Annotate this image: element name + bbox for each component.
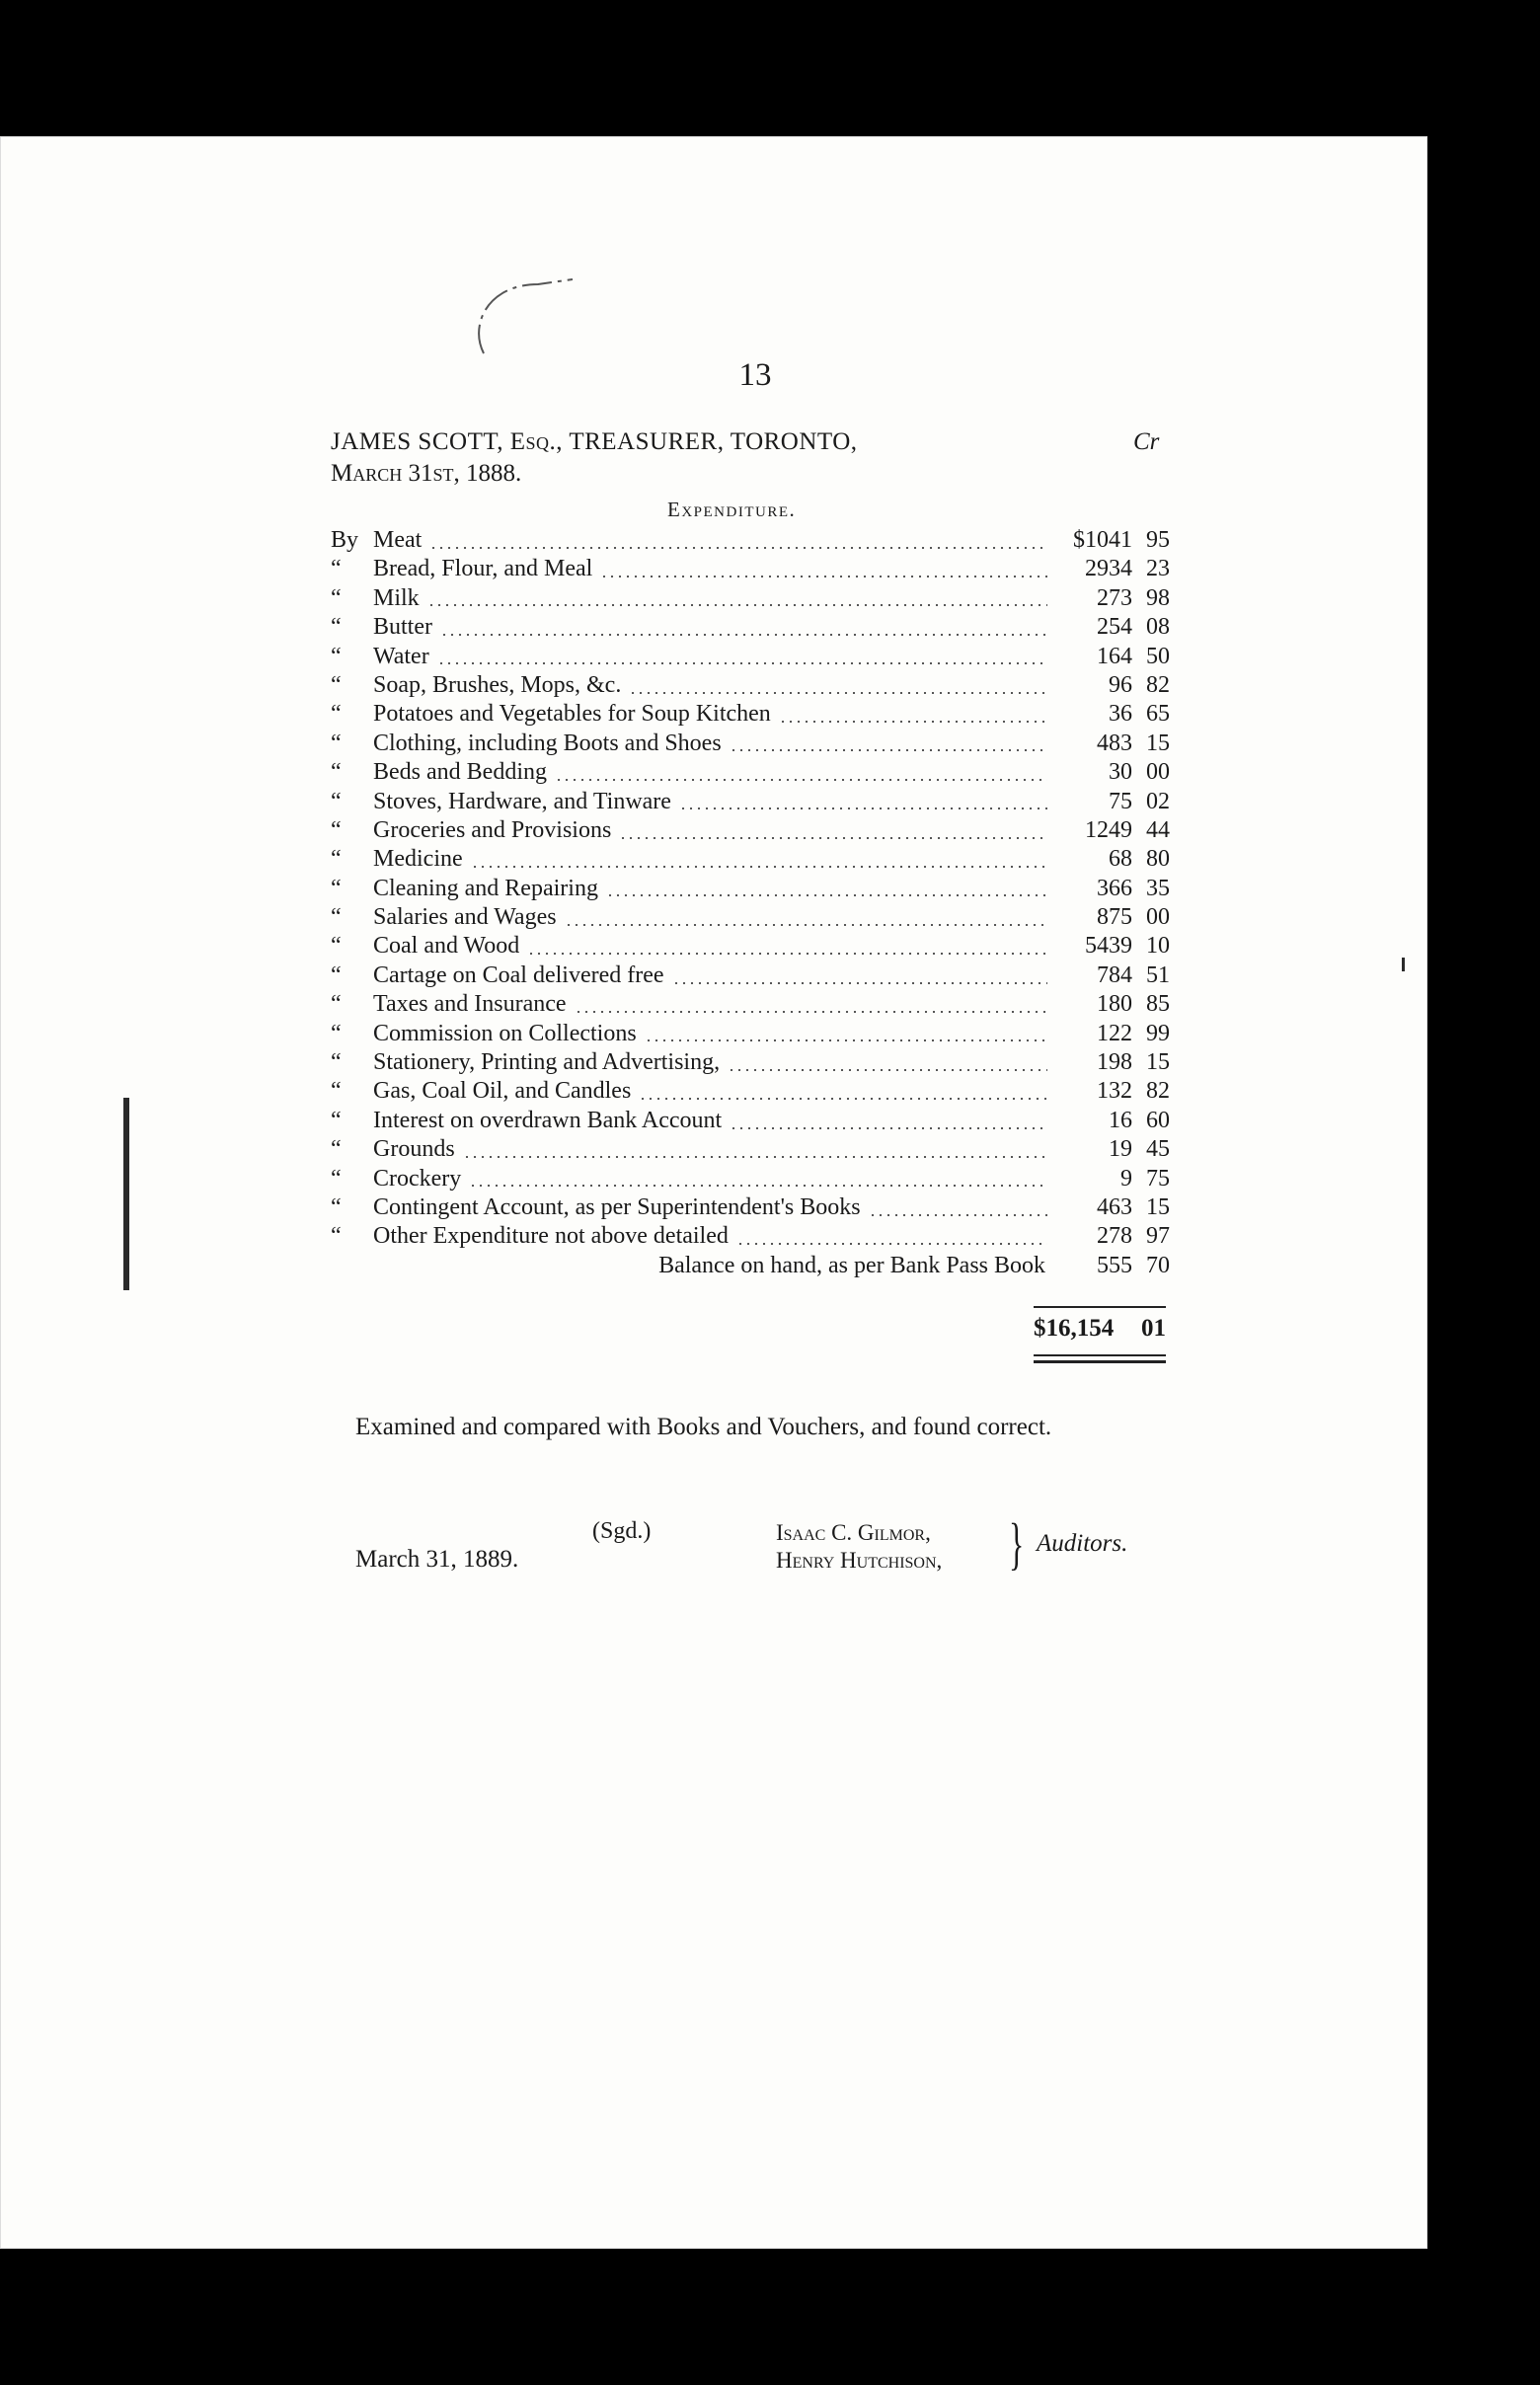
row-prefix: “ [331,730,342,756]
row-dollars: 19 [1109,1136,1132,1163]
row-label: Crockery [373,1165,462,1192]
ledger-row [331,556,1170,584]
row-label: Water [373,643,429,669]
ledger-row [331,1166,1170,1194]
row-label: Gas, Coal Oil, and Candles [373,1078,632,1105]
row-prefix: “ [331,614,342,641]
dot-leader [728,1069,1047,1071]
row-dollars: 164 [1097,643,1132,669]
row-cents: 15 [1146,1193,1170,1220]
row-prefix: “ [331,701,342,728]
ledger-row [331,1223,1170,1252]
dot-leader [672,982,1047,984]
row-label: Meat [373,527,423,553]
row-prefix: “ [331,671,342,698]
dot-leader [427,604,1047,606]
binding-mark [123,1098,129,1290]
row-cents: 15 [1146,1049,1170,1076]
row-dollars: 198 [1097,1049,1132,1076]
ledger-row [331,1136,1170,1165]
row-cents: 45 [1146,1136,1170,1163]
row-prefix: “ [331,1049,342,1076]
ledger-row [331,962,1170,991]
row-dollars: 1249 [1085,816,1132,843]
row-prefix: “ [331,1193,342,1220]
row-dollars: 30 [1109,759,1132,786]
dot-leader [471,866,1047,868]
total-dollars: $16,154 [1034,1315,1115,1342]
row-dollars: 96 [1109,671,1132,698]
row-cents: 97 [1146,1223,1170,1250]
row-prefix: “ [331,991,342,1018]
auditors-label: Auditors. [1037,1530,1128,1557]
row-cents: 60 [1146,1107,1170,1133]
row-prefix: “ [331,1136,342,1163]
row-label: Butter [373,614,432,641]
dot-leader [575,1011,1047,1013]
ledger-row [331,1194,1170,1223]
row-cents: 99 [1146,1020,1170,1046]
row-cents: 98 [1146,584,1170,611]
balance-row [331,1253,1170,1281]
row-label: Potatoes and Vegetables for Soup Kitchen [373,701,771,728]
dot-leader [437,662,1047,664]
row-label: Cartage on Coal delivered free [373,962,664,988]
dot-leader [645,1039,1047,1041]
row-cents: 50 [1146,643,1170,669]
dot-leader [639,1098,1047,1100]
row-dollars: 463 [1097,1193,1132,1220]
dot-leader [730,749,1047,751]
credit-label: Cr [1133,428,1160,455]
row-prefix: “ [331,788,342,814]
dot-leader [440,634,1047,636]
row-dollars: 180 [1097,991,1132,1018]
row-label: Contingent Account, as per Superintendent's Books [373,1193,861,1220]
section-title: Expenditure. [667,498,797,521]
row-dollars: 122 [1097,1020,1132,1046]
row-cents: 35 [1146,875,1170,901]
ledger-row [331,876,1170,904]
ledger-row [331,1108,1170,1136]
row-cents: 65 [1146,701,1170,728]
row-cents: 10 [1146,933,1170,960]
dot-leader [869,1214,1047,1216]
row-dollars: 9 [1120,1165,1132,1192]
row-label: Commission on Collections [373,1020,637,1046]
row-label: Stoves, Hardware, and Tinware [373,788,671,814]
row-dollars: 36 [1109,701,1132,728]
header-esq: Esq. [509,428,557,455]
row-label: Other Expenditure not above detailed [373,1223,729,1250]
ledger-row [331,817,1170,846]
double-rule-lower [1034,1360,1166,1363]
row-prefix: “ [331,556,342,582]
ledger-row [331,846,1170,875]
dot-leader [779,721,1047,723]
row-prefix: “ [331,1078,342,1105]
row-cents: 00 [1146,759,1170,786]
dot-leader [469,1185,1047,1187]
signed-mark: (Sgd.) [592,1518,652,1544]
row-label: Cleaning and Repairing [373,875,598,901]
ledger-row [331,672,1170,701]
row-cents: 51 [1146,962,1170,988]
row-label: Groceries and Provisions [373,816,612,843]
row-label: Interest on overdrawn Bank Account [373,1107,723,1133]
row-prefix: “ [331,846,342,873]
row-dollars: 366 [1097,875,1132,901]
ledger-row [331,1078,1170,1107]
brace-symbol: } [1009,1511,1025,1576]
row-label: Coal and Wood [373,933,520,960]
row-dollars: 278 [1097,1223,1132,1250]
row-dollars: 5439 [1085,933,1132,960]
row-label: Clothing, including Boots and Shoes [373,730,722,756]
row-prefix: “ [331,816,342,843]
row-cents: 82 [1146,671,1170,698]
row-prefix: By [331,527,359,553]
row-label: Stationery, Printing and Advertising, [373,1049,721,1076]
dot-leader [606,894,1047,896]
row-dollars: 254 [1097,614,1132,641]
account-header [331,428,858,456]
double-rule-upper [1034,1354,1166,1356]
row-prefix: “ [331,1165,342,1192]
row-prefix: “ [331,584,342,611]
pencil-mark [464,255,612,363]
ledger-row [331,644,1170,672]
balance-cents: 70 [1146,1252,1170,1278]
row-prefix: “ [331,643,342,669]
row-dollars: 16 [1109,1107,1132,1133]
row-label: Salaries and Wages [373,904,557,931]
speck-mark [1402,958,1405,971]
row-dollars: 68 [1109,846,1132,873]
row-prefix: “ [331,962,342,988]
row-prefix: “ [331,1020,342,1046]
dot-leader [527,953,1047,955]
row-dollars: $1041 [1073,527,1132,553]
row-label: Medicine [373,846,463,873]
ledger-row [331,759,1170,788]
row-dollars: 483 [1097,730,1132,756]
row-prefix: “ [331,1223,342,1250]
header-name: JAMES SCOTT, [331,428,510,455]
expenditure-ledger [331,527,1170,1281]
row-prefix: “ [331,759,342,786]
row-dollars: 875 [1097,904,1132,931]
ledger-row [331,1049,1170,1078]
dot-leader [619,837,1047,839]
dot-leader [565,924,1047,926]
row-label: Bread, Flour, and Meal [373,556,593,582]
row-prefix: “ [331,875,342,901]
total-rule [1034,1306,1166,1308]
row-cents: 85 [1146,991,1170,1018]
dot-leader [555,779,1047,781]
dot-leader [679,808,1047,809]
dot-leader [429,547,1047,549]
row-dollars: 75 [1109,788,1132,814]
dot-leader [730,1127,1047,1129]
dot-leader [736,1243,1047,1245]
row-dollars: 784 [1097,962,1132,988]
row-label: Milk [373,584,420,611]
auditor-name-1: Isaac C. Gilmor, [776,1520,931,1545]
ledger-row [331,614,1170,643]
ledger-row [331,933,1170,962]
row-dollars: 132 [1097,1078,1132,1105]
row-cents: 00 [1146,904,1170,931]
row-label: Soap, Brushes, Mops, &c. [373,671,622,698]
ledger-row [331,731,1170,759]
row-cents: 44 [1146,816,1170,843]
row-label: Beds and Bedding [373,759,547,786]
ledger-row [331,585,1170,614]
ledger-row [331,991,1170,1020]
row-cents: 08 [1146,614,1170,641]
total-amount [1034,1315,1166,1343]
dot-leader [629,692,1047,694]
ledger-row [331,904,1170,933]
dot-leader [600,576,1047,577]
ledger-row [331,1021,1170,1049]
row-dollars: 2934 [1085,556,1132,582]
ledger-row [331,701,1170,730]
ledger-row [331,789,1170,817]
row-cents: 82 [1146,1078,1170,1105]
row-dollars: 273 [1097,584,1132,611]
row-label: Grounds [373,1136,455,1163]
header-date: March 31st, 1888. [331,460,522,487]
row-prefix: “ [331,933,342,960]
row-label: Taxes and Insurance [373,991,567,1018]
header-title: , TREASURER, TORONTO, [556,428,858,455]
dot-leader [463,1156,1047,1158]
row-cents: 15 [1146,730,1170,756]
row-cents: 95 [1146,527,1170,553]
balance-label: Balance on hand, as per Bank Pass Book [658,1252,1045,1278]
row-cents: 80 [1146,846,1170,873]
certification-text: Examined and compared with Books and Vouchers, and found correct. [355,1414,1052,1440]
page-number: 13 [738,357,772,393]
total-cents: 01 [1141,1315,1166,1342]
signature-date: March 31, 1889. [355,1546,519,1573]
auditor-name-2: Henry Hutchison, [776,1548,943,1573]
row-cents: 23 [1146,556,1170,582]
ledger-row [331,527,1170,556]
row-cents: 75 [1146,1165,1170,1192]
row-prefix: “ [331,1107,342,1133]
row-prefix: “ [331,904,342,931]
row-cents: 02 [1146,788,1170,814]
balance-dollars: 555 [1097,1252,1132,1278]
